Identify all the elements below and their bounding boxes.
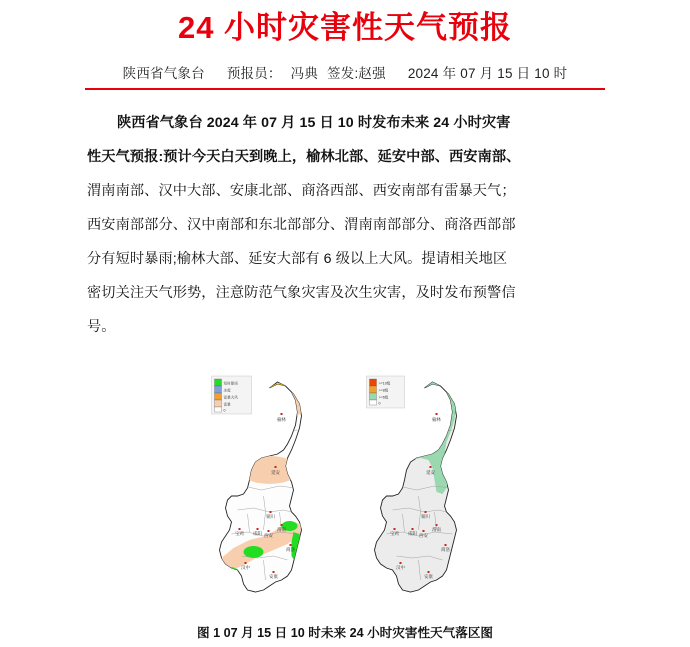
legend-text-wind-ge8: >=8级	[378, 388, 389, 393]
city-label-xian: 西安	[264, 533, 273, 538]
city-label-tongchuan: 铜川	[266, 514, 275, 519]
wind-map	[350, 370, 495, 620]
city-marker-xianyang	[257, 528, 259, 530]
city-marker-weinan	[281, 524, 283, 526]
legend-text-wind-ge6: >=6级	[378, 395, 389, 400]
legend-swatch-wind-ge10	[370, 379, 377, 386]
city-marker-ankang	[273, 571, 275, 573]
body-line-2-text: 性天气预报:预计今天白天到晚上，榆林北部、延安中部、西安南部、	[87, 148, 521, 165]
city-marker-xian	[423, 530, 425, 532]
body-line-6	[87, 276, 603, 310]
city-marker-yanan	[430, 466, 432, 468]
wind-legend	[367, 376, 405, 408]
city-marker-weinan	[436, 524, 438, 526]
city-marker-yulin	[281, 413, 283, 415]
legend-swatch-thunderstorm	[215, 400, 222, 407]
city-label-xianyang: 咸阳	[408, 531, 417, 536]
city-marker-shangluo	[445, 544, 447, 546]
city-label-yulin: 榆林	[432, 417, 441, 422]
body-line-1	[87, 106, 603, 140]
byline-divider	[85, 88, 605, 90]
severe-weather-map	[195, 370, 340, 620]
zone-heavyrain-hanzhong	[221, 567, 239, 577]
city-marker-xian	[268, 530, 270, 532]
city-marker-yulin	[436, 413, 438, 415]
city-marker-baoji	[239, 528, 241, 530]
legend-swatch-wind-ge6	[370, 393, 377, 400]
legend-text-wind-none: 0	[378, 401, 381, 406]
byline-forecaster-label: 预报员：	[226, 65, 282, 81]
city-label-weinan: 渭南	[277, 527, 286, 532]
city-marker-yanan	[275, 466, 277, 468]
city-marker-xianyang	[412, 528, 414, 530]
severe-weather-legend	[212, 376, 252, 414]
city-label-hanzhong: 汉中	[396, 565, 405, 570]
zone-heavyrain-west-guanzhong	[244, 546, 264, 558]
page-title: 24 小时灾害性天气预报	[177, 10, 513, 45]
city-label-shangluo: 商洛	[441, 547, 450, 552]
map-pair	[195, 370, 495, 620]
legend-swatch-thunder-gale	[215, 393, 222, 400]
legend-swatch-none	[215, 407, 222, 412]
city-label-ankang: 安康	[424, 574, 433, 579]
byline-forecaster-name: 冯典	[290, 65, 319, 81]
city-label-yanan: 延安	[426, 470, 435, 475]
city-label-baoji: 宝鸡	[390, 531, 399, 536]
city-marker-shangluo	[290, 544, 292, 546]
legend-text-none: 0	[223, 408, 226, 413]
body-line-4	[87, 208, 603, 242]
city-label-hanzhong: 汉中	[241, 565, 250, 570]
body-line-2	[87, 140, 603, 174]
byline	[85, 62, 605, 90]
city-label-tongchuan: 铜川	[421, 514, 430, 519]
wind-map-svg	[350, 370, 495, 620]
city-marker-hanzhong	[245, 562, 247, 564]
city-label-shangluo: 商洛	[286, 547, 295, 552]
legend-text-thunderstorm: 雷暴	[223, 402, 231, 407]
forecast-figure	[0, 370, 690, 647]
byline-datetime: 2024 年 07 月 15 日 10 时	[407, 65, 568, 81]
severe-weather-map-svg	[195, 370, 340, 620]
byline-issuer-label: 签发:	[327, 65, 359, 81]
legend-swatch-wind-none	[370, 400, 377, 405]
body-line-4-text: 西安南部部分、汉中南部和东北部部分、渭南南部部分、商洛西部部	[87, 216, 516, 233]
city-label-weinan: 渭南	[432, 527, 441, 532]
legend-swatch-hail	[215, 386, 222, 393]
legend-text-hail: 冰雹	[223, 388, 231, 393]
city-label-xianyang: 咸阳	[253, 531, 262, 536]
city-marker-tongchuan	[270, 511, 272, 513]
figure-caption: 图 1 07 月 15 日 10 时未来 24 小时灾害性天气落区图	[196, 626, 494, 640]
body-line-3	[87, 174, 603, 208]
city-label-baoji: 宝鸡	[235, 531, 244, 536]
city-marker-tongchuan	[425, 511, 427, 513]
byline-office: 陕西省气象台	[122, 65, 205, 81]
legend-text-heavy-rain: 短时暴雨	[223, 381, 238, 386]
city-marker-hanzhong	[400, 562, 402, 564]
byline-issuer-name: 赵强	[358, 65, 386, 81]
legend-swatch-wind-ge8	[370, 386, 377, 393]
body-line-5-text: 分有短时暴雨;榆林大部、延安大部有 6 级以上大风。提请相关地区	[87, 250, 508, 267]
city-marker-ankang	[428, 571, 430, 573]
legend-swatch-heavy-rain	[215, 379, 222, 386]
city-label-yanan: 延安	[271, 470, 280, 475]
body-line-3-text: 渭南南部、汉中大部、安康北部、商洛西部、西安南部有雷暴天气；	[87, 182, 516, 199]
body-line-7-text: 号。	[87, 318, 116, 335]
byline-text	[85, 62, 605, 88]
body-line-6-text: 密切关注天气形势，注意防范气象灾害及次生灾害，及时发布预警信	[87, 284, 516, 301]
body-line-5	[87, 242, 603, 276]
city-marker-baoji	[394, 528, 396, 530]
forecast-body	[87, 106, 603, 344]
legend-text-wind-ge10: >=10级	[378, 381, 391, 386]
legend-text-thunder-gale: 雷暴大风	[223, 395, 238, 400]
city-label-ankang: 安康	[269, 574, 278, 579]
body-line-1-text: 陕西省气象台 2024 年 07 月 15 日 10 时发布未来 24 小时灾害	[117, 114, 511, 131]
city-label-xian: 西安	[419, 533, 428, 538]
city-label-yulin: 榆林	[277, 417, 286, 422]
body-line-7	[87, 310, 603, 344]
